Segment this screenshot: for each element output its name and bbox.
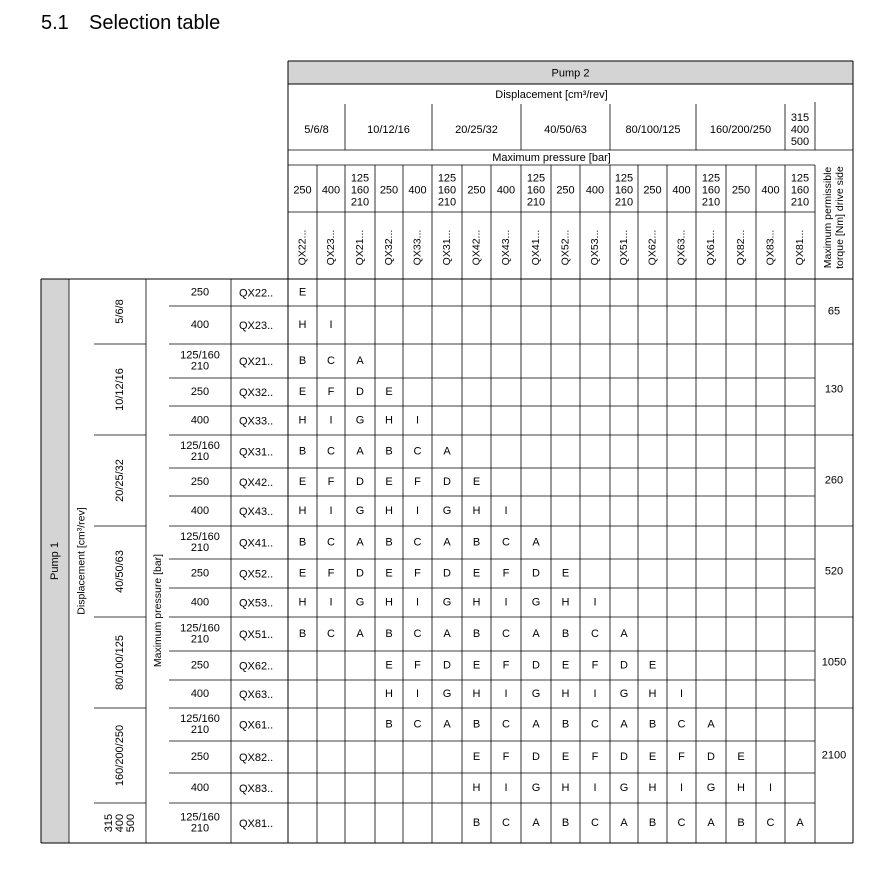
matrix-cell: D — [443, 659, 451, 672]
matrix-cell: G — [355, 505, 365, 517]
row-pressure-label: 125/160 — [180, 811, 220, 824]
matrix-cell: C — [413, 536, 422, 549]
row-pressure-label: 250 — [190, 659, 210, 672]
row-code-label: QX52.. — [239, 568, 274, 581]
row-group-label: 40/50/63 — [114, 550, 126, 593]
matrix-cell: A — [532, 536, 540, 549]
matrix-cell: I — [504, 505, 508, 517]
matrix-cell: H — [298, 319, 307, 331]
col-code-label: QX33... — [411, 229, 424, 266]
matrix-cell: I — [329, 414, 333, 427]
matrix-cell: E — [385, 386, 393, 398]
matrix-cell: D — [532, 567, 540, 580]
col-pressure-label: 160 — [526, 184, 546, 197]
matrix-cell: G — [531, 782, 541, 794]
matrix-cell: A — [356, 355, 364, 367]
row-code-label: QX21.. — [239, 356, 274, 368]
matrix-cell: A — [443, 445, 451, 458]
matrix-cell: C — [766, 817, 775, 829]
matrix-cell: B — [648, 718, 657, 731]
col-group-label: 40/50/63 — [544, 124, 587, 136]
matrix-cell: G — [706, 782, 716, 794]
matrix-cell: A — [707, 817, 715, 829]
matrix-cell: B — [648, 817, 657, 829]
row-code-label: QX42.. — [239, 477, 274, 489]
matrix-cell: B — [561, 817, 570, 829]
row-code-label: QX62.. — [239, 660, 274, 673]
matrix-cell: B — [561, 628, 570, 640]
displacement-label-pump1: Displacement [cm³/rev] — [75, 507, 88, 615]
matrix-cell: B — [737, 817, 745, 829]
matrix-cell: H — [472, 782, 481, 794]
col-pressure-label: 160 — [614, 184, 634, 197]
displacement-label-pump2: Displacement [cm³/rev] — [495, 89, 608, 101]
torque-header: Maximum permissible — [822, 166, 834, 269]
matrix-cell: B — [472, 817, 481, 829]
col-pressure-label: 250 — [379, 184, 399, 197]
row-pressure-label: 400 — [190, 505, 210, 517]
row-code-label: QX61.. — [239, 719, 274, 732]
matrix-cell: I — [415, 688, 420, 700]
matrix-cell: B — [385, 536, 393, 549]
col-pressure-label: 160 — [790, 184, 810, 197]
matrix-cell: B — [561, 718, 570, 731]
matrix-cell: A — [443, 718, 451, 731]
row-pressure-label: 400 — [190, 688, 210, 700]
col-code-label: QX51... — [618, 229, 630, 266]
col-code-label: QX21... — [354, 229, 366, 266]
matrix-cell: H — [737, 782, 745, 794]
row-group-label: 160/200/250 — [114, 724, 126, 787]
row-pressure-label: 250 — [190, 386, 210, 398]
row-code-label: QX23.. — [239, 320, 274, 332]
matrix-cell: E — [298, 476, 307, 488]
col-pressure-label: 250 — [556, 184, 575, 197]
matrix-cell: H — [385, 505, 393, 517]
col-pressure-label: 210 — [526, 196, 546, 209]
matrix-cell: C — [591, 718, 599, 731]
matrix-cell: F — [414, 659, 421, 672]
matrix-cell: H — [385, 688, 393, 700]
col-pressure-label: 400 — [672, 184, 691, 197]
matrix-cell: I — [504, 782, 508, 794]
matrix-cell: D — [356, 386, 364, 398]
row-pressure-label: 210 — [190, 633, 210, 646]
col-pressure-label: 125 — [790, 172, 810, 185]
matrix-cell: C — [502, 536, 510, 549]
row-pressure-label: 250 — [190, 567, 210, 580]
matrix-cell: H — [472, 505, 481, 517]
matrix-cell: A — [443, 536, 451, 549]
torque-value: 2100 — [821, 749, 847, 762]
matrix-cell: F — [591, 659, 599, 672]
row-pressure-label: 250 — [190, 476, 210, 488]
col-code-label: QX83... — [764, 229, 777, 266]
row-group-label: 5/6/8 — [114, 299, 126, 324]
torque-value: 65 — [827, 305, 841, 318]
section-number: 5.1 — [41, 12, 69, 34]
col-pressure-label: 250 — [293, 184, 312, 197]
col-pressure-label: 210 — [350, 196, 370, 209]
matrix-cell: E — [385, 567, 393, 580]
matrix-cell: E — [472, 476, 481, 488]
matrix-cell: C — [502, 628, 510, 640]
matrix-cell: H — [298, 505, 307, 517]
matrix-cell: D — [620, 659, 628, 672]
col-pressure-label: 250 — [643, 184, 662, 197]
matrix-cell: G — [442, 505, 452, 517]
torque-value: 130 — [824, 383, 844, 396]
col-pressure-label: 210 — [790, 196, 810, 209]
matrix-cell: A — [356, 445, 364, 458]
matrix-cell: D — [443, 567, 451, 580]
matrix-cell: I — [504, 688, 508, 700]
matrix-cell: B — [472, 718, 481, 731]
matrix-cell: D — [532, 751, 540, 763]
matrix-cell: G — [531, 596, 541, 609]
row-pressure-label: 210 — [190, 360, 210, 373]
matrix-cell: H — [561, 782, 570, 794]
torque-header: torque [Nm] drive side — [834, 166, 846, 269]
col-pressure-label: 210 — [614, 196, 634, 209]
row-group-label: 400 — [114, 813, 126, 833]
col-group-label: 20/25/32 — [455, 124, 498, 136]
matrix-cell: D — [443, 476, 451, 488]
col-code-label: QX53... — [589, 229, 601, 266]
row-group-label: 20/25/32 — [114, 459, 126, 502]
row-code-label: QX33.. — [239, 415, 274, 428]
matrix-cell: I — [329, 596, 333, 609]
matrix-cell: I — [415, 596, 420, 609]
row-code-label: QX83.. — [239, 783, 274, 795]
matrix-cell: A — [532, 817, 540, 829]
matrix-cell: H — [472, 688, 481, 700]
matrix-cell: B — [298, 536, 307, 549]
row-code-label: QX32.. — [239, 387, 274, 399]
col-pressure-label: 125 — [701, 172, 721, 185]
matrix-cell: F — [502, 659, 510, 672]
row-pressure-label: 250 — [190, 751, 210, 763]
matrix-cell: H — [648, 688, 657, 700]
matrix-cell: B — [472, 536, 481, 549]
matrix-cell: F — [502, 751, 510, 763]
col-pressure-label: 125 — [350, 172, 370, 185]
matrix-cell: G — [531, 688, 541, 700]
matrix-cell: C — [327, 536, 335, 549]
pump1-label: Pump 1 — [49, 542, 61, 580]
matrix-cell: E — [561, 567, 570, 580]
col-code-label: QX43... — [500, 229, 512, 266]
col-code-label: QX32... — [383, 229, 395, 266]
col-pressure-label: 210 — [437, 196, 457, 209]
row-pressure-label: 210 — [190, 451, 210, 463]
matrix-cell: F — [327, 567, 335, 580]
row-code-label: QX31.. — [239, 446, 274, 459]
col-code-label: QX63... — [675, 229, 688, 266]
matrix-cell: B — [298, 445, 307, 458]
matrix-cell: A — [356, 536, 364, 549]
col-group-label: 80/100/125 — [625, 124, 681, 136]
col-code-label: QX52... — [559, 229, 572, 266]
matrix-cell: E — [298, 386, 307, 398]
matrix-cell: C — [502, 817, 510, 829]
row-pressure-label: 400 — [190, 782, 210, 794]
matrix-cell: G — [442, 688, 452, 700]
row-code-label: QX51.. — [239, 629, 274, 641]
matrix-cell: B — [385, 445, 393, 458]
matrix-cell: C — [327, 628, 335, 640]
pump2-label: Pump 2 — [551, 67, 590, 80]
matrix-cell: D — [532, 659, 540, 672]
matrix-cell: I — [329, 319, 333, 331]
matrix-cell: A — [443, 628, 451, 640]
matrix-cell: I — [679, 688, 684, 700]
col-code-label: QX23... — [325, 229, 337, 266]
matrix-cell: B — [385, 628, 393, 640]
row-pressure-label: 210 — [190, 724, 210, 736]
row-group-label: 500 — [125, 813, 137, 833]
row-code-label: QX82.. — [239, 752, 274, 764]
matrix-cell: C — [591, 628, 599, 640]
row-pressure-label: 125/160 — [180, 531, 220, 543]
matrix-cell: F — [327, 476, 335, 488]
matrix-cell: H — [385, 414, 393, 427]
torque-value: 260 — [824, 474, 844, 487]
matrix-cell: A — [532, 718, 540, 731]
col-pressure-label: 210 — [701, 196, 721, 209]
row-pressure-label: 250 — [190, 286, 210, 299]
matrix-cell: C — [327, 445, 335, 458]
torque-value: 520 — [824, 565, 844, 578]
matrix-cell: H — [648, 782, 657, 794]
matrix-cell: F — [414, 567, 421, 580]
col-pressure-label: 400 — [408, 184, 427, 197]
max-pressure-label-pump2: Maximum pressure [bar] — [492, 152, 611, 164]
col-pressure-label: 400 — [321, 184, 341, 197]
matrix-cell: H — [385, 596, 393, 609]
matrix-cell: C — [413, 628, 422, 640]
matrix-cell: F — [414, 476, 421, 488]
row-code-label: QX63.. — [239, 689, 274, 701]
row-pressure-label: 400 — [190, 596, 210, 609]
col-code-label: QX41... — [530, 229, 542, 266]
matrix-cell: E — [385, 476, 393, 488]
col-code-label: QX82... — [735, 229, 747, 266]
matrix-cell: D — [620, 751, 628, 763]
torque-value: 1050 — [821, 656, 847, 669]
col-group-label: 10/12/16 — [367, 124, 410, 136]
matrix-cell: I — [593, 782, 597, 794]
col-pressure-label: 125 — [614, 172, 634, 185]
col-code-label: QX22... — [296, 229, 309, 266]
row-pressure-label: 400 — [190, 414, 210, 427]
matrix-cell: E — [298, 567, 307, 580]
matrix-cell: I — [593, 596, 597, 609]
matrix-cell: I — [415, 505, 420, 517]
col-code-label: QX42... — [470, 229, 483, 266]
matrix-cell: F — [591, 751, 599, 763]
section-title: Selection table — [89, 12, 221, 34]
col-group-label: 315 — [790, 112, 810, 124]
matrix-cell: H — [298, 414, 307, 427]
col-pressure-label: 160 — [350, 184, 370, 197]
matrix-cell: B — [385, 718, 393, 731]
col-pressure-label: 400 — [585, 184, 605, 197]
row-group-label: 80/100/125 — [114, 634, 126, 691]
row-group-label: 315 — [103, 813, 115, 833]
row-pressure-label: 125/160 — [180, 622, 220, 635]
matrix-cell: B — [298, 628, 307, 640]
matrix-cell: E — [561, 751, 570, 763]
matrix-cell: I — [415, 414, 420, 427]
row-pressure-label: 125/160 — [180, 349, 220, 362]
col-code-label: QX31... — [441, 229, 453, 266]
row-pressure-label: 210 — [190, 542, 210, 554]
matrix-cell: A — [532, 628, 540, 640]
matrix-cell: E — [737, 751, 745, 763]
matrix-cell: E — [298, 286, 307, 299]
matrix-cell: G — [619, 782, 629, 794]
matrix-cell: I — [504, 596, 508, 609]
matrix-cell: C — [591, 817, 599, 829]
row-group-label: 10/12/16 — [114, 368, 126, 411]
matrix-cell: A — [620, 817, 628, 829]
matrix-cell: F — [502, 567, 510, 580]
col-pressure-label: 400 — [496, 184, 516, 197]
matrix-cell: G — [355, 596, 365, 609]
col-group-label: 160/200/250 — [709, 124, 772, 136]
matrix-cell: G — [355, 414, 365, 427]
row-code-label: QX43.. — [239, 506, 274, 518]
matrix-cell: E — [648, 659, 657, 672]
col-pressure-label: 400 — [761, 184, 780, 197]
matrix-cell: D — [356, 567, 364, 580]
matrix-cell: B — [298, 355, 307, 367]
col-code-label: QX81... — [794, 229, 806, 266]
col-group-label: 500 — [790, 136, 810, 148]
matrix-cell: C — [677, 718, 686, 731]
col-pressure-label: 125 — [437, 172, 457, 185]
matrix-cell: F — [678, 751, 685, 763]
matrix-cell: A — [620, 718, 628, 731]
matrix-cell: E — [561, 659, 570, 672]
matrix-cell: E — [472, 659, 481, 672]
matrix-cell: H — [561, 688, 570, 700]
matrix-cell: G — [442, 596, 452, 609]
matrix-cell: I — [679, 782, 684, 794]
matrix-cell: E — [472, 751, 481, 763]
matrix-cell: F — [327, 386, 335, 398]
row-code-label: QX22.. — [239, 287, 274, 300]
row-code-label: QX81.. — [239, 818, 274, 830]
matrix-cell: H — [298, 596, 307, 609]
matrix-cell: D — [356, 476, 364, 488]
matrix-cell: C — [413, 718, 422, 731]
matrix-cell: I — [593, 688, 597, 700]
col-group-label: 5/6/8 — [304, 124, 329, 136]
col-pressure-label: 160 — [701, 184, 721, 197]
matrix-cell: C — [502, 718, 510, 731]
col-pressure-label: 125 — [526, 172, 546, 185]
col-pressure-label: 250 — [731, 184, 751, 197]
col-group-label: 400 — [790, 124, 810, 136]
row-pressure-label: 125/160 — [180, 440, 220, 452]
max-pressure-label-pump1: Maximum pressure [bar] — [152, 553, 164, 668]
row-pressure-label: 210 — [190, 822, 210, 835]
matrix-cell: A — [356, 628, 364, 640]
matrix-cell: D — [707, 751, 715, 763]
matrix-cell: G — [619, 688, 629, 700]
row-pressure-label: 125/160 — [180, 713, 220, 725]
matrix-cell: C — [413, 445, 422, 458]
col-code-label: QX62... — [646, 229, 659, 266]
row-code-label: QX53.. — [239, 597, 274, 610]
col-pressure-label: 160 — [437, 184, 457, 197]
col-pressure-label: 250 — [467, 184, 486, 197]
row-pressure-label: 400 — [190, 319, 210, 331]
matrix-cell: E — [385, 659, 393, 672]
matrix-cell: C — [327, 355, 335, 367]
matrix-cell: I — [768, 782, 773, 794]
matrix-cell: E — [648, 751, 657, 763]
matrix-cell: C — [677, 817, 686, 829]
matrix-cell: A — [796, 817, 804, 829]
matrix-cell: A — [707, 718, 715, 731]
matrix-cell: I — [329, 505, 333, 517]
matrix-cell: H — [472, 596, 481, 609]
row-code-label: QX41.. — [239, 537, 274, 550]
matrix-cell: B — [472, 628, 481, 640]
col-code-label: QX61... — [705, 229, 717, 266]
matrix-cell: H — [561, 596, 570, 609]
matrix-cell: E — [472, 567, 481, 580]
matrix-cell: A — [620, 628, 628, 640]
